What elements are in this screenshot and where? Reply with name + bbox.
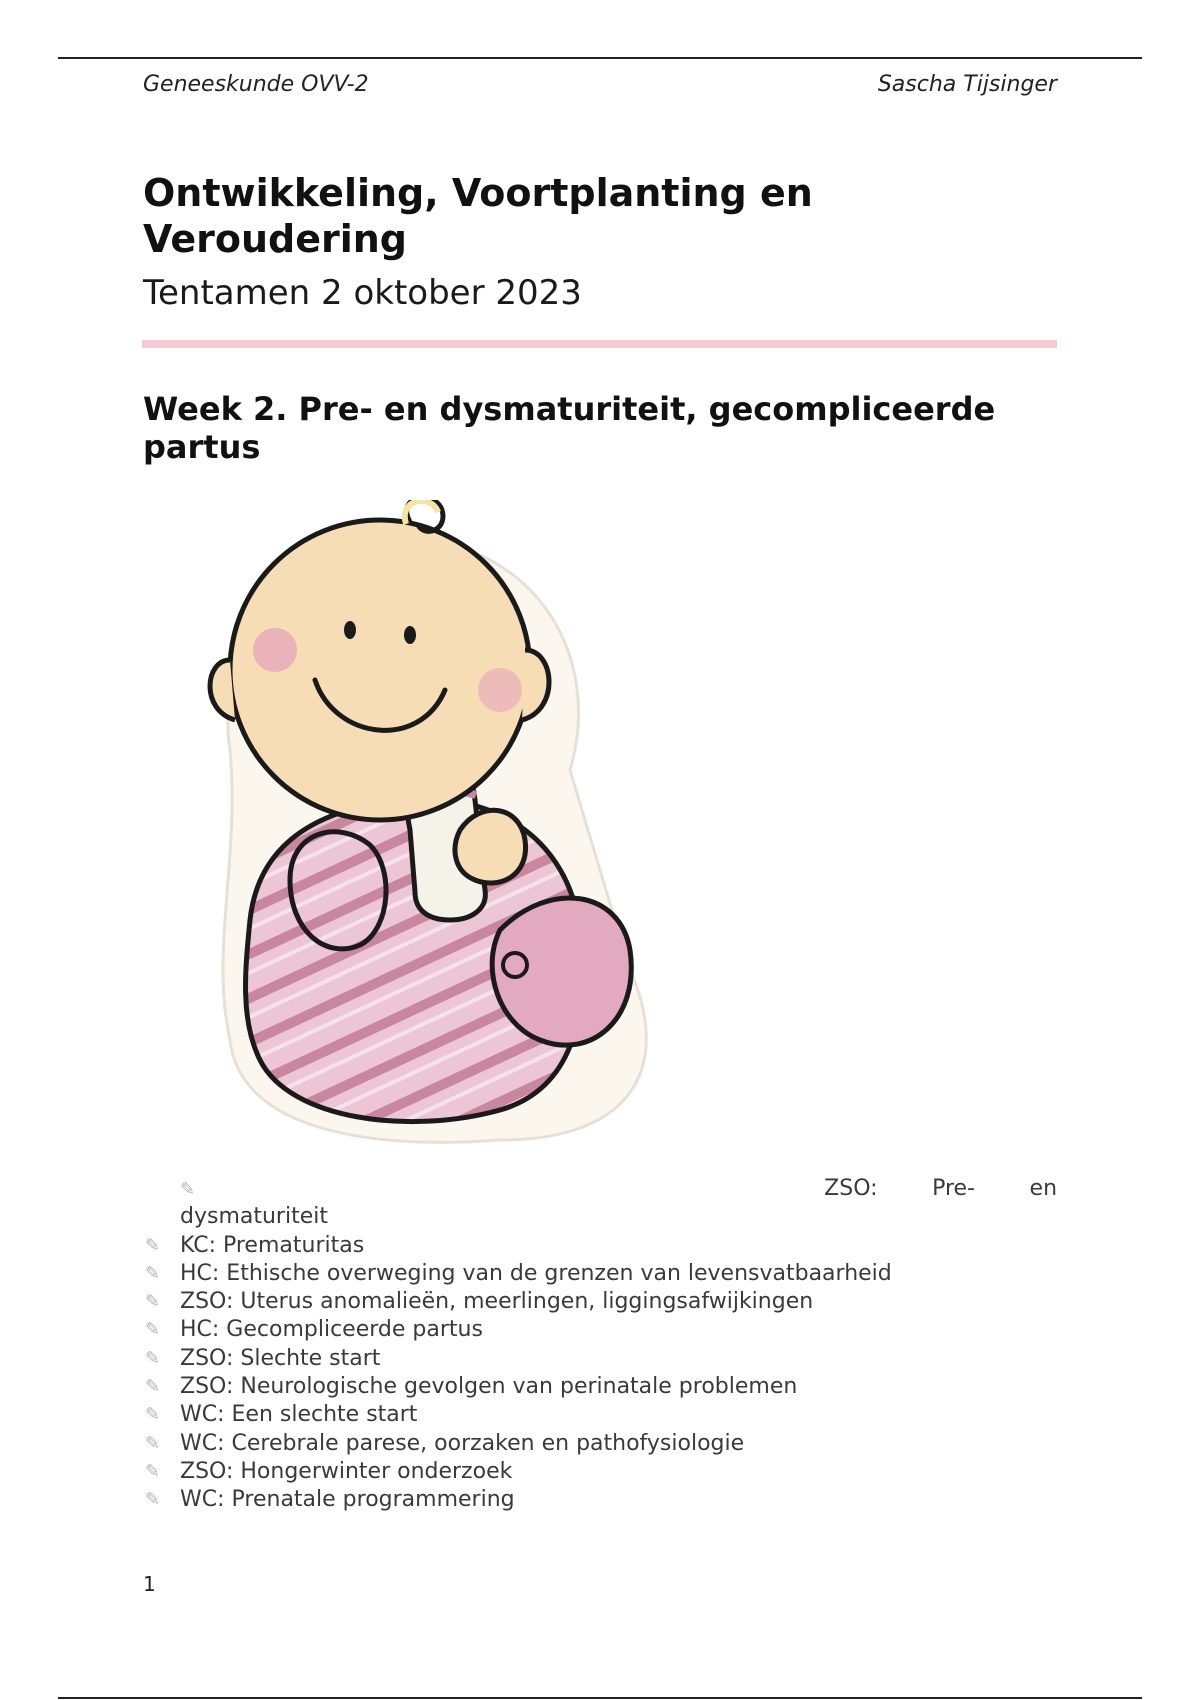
pushpin-icon: ✎ — [145, 1319, 161, 1341]
pushpin-icon: ✎ — [145, 1404, 161, 1426]
list-item-text: WC: Cerebrale parese, oorzaken en pathofysiologie — [180, 1430, 745, 1456]
first-item-part: en — [1029, 1176, 1058, 1201]
list-item — [145, 1486, 1057, 1514]
header-rule — [58, 57, 1142, 59]
list-item-text: ZSO: Slechte start — [180, 1345, 381, 1371]
pushpin-icon: ✎ — [180, 1179, 196, 1200]
pushpin-icon: ✎ — [145, 1432, 161, 1454]
document-title: Ontwikkeling, Voortplanting en Veroudering — [143, 171, 813, 261]
list-item — [145, 1316, 1057, 1344]
first-item-continuation — [145, 1203, 1057, 1231]
header-author: Sascha Tijsinger — [877, 72, 1057, 97]
topic-list-continued — [145, 1175, 1057, 1515]
list-item-text: WC: Prenatale programmering — [180, 1487, 515, 1513]
list-item-text: HC: Gecompliceerde partus — [180, 1317, 483, 1343]
document-subtitle: Tentamen 2 oktober 2023 — [143, 273, 582, 313]
page-number: 1 — [143, 1572, 156, 1596]
title-divider — [142, 340, 1057, 348]
pushpin-icon: ✎ — [145, 1460, 161, 1482]
list-item-text: HC: Ethische overweging van de grenzen van levensvatbaarheid — [180, 1260, 892, 1286]
pushpin-icon: ✎ — [145, 1291, 161, 1313]
pushpin-icon: ✎ — [145, 1262, 161, 1284]
list-item — [145, 1232, 1057, 1260]
list-item-text: KC: Prematuritas — [180, 1232, 365, 1258]
footer-rule — [58, 1697, 1142, 1699]
list-item-text: WC: Een slechte start — [180, 1402, 418, 1428]
list-item — [145, 1401, 1057, 1429]
pushpin-icon: ✎ — [145, 1347, 161, 1369]
list-item-text: ZSO: Uterus anomalieën, meerlingen, liggingsafwijkingen — [180, 1289, 814, 1315]
list-item — [145, 1288, 1057, 1316]
header-course: Geneeskunde OVV-2 — [143, 72, 369, 97]
first-item-part: dysmaturiteit — [180, 1204, 328, 1230]
list-item — [145, 1458, 1057, 1486]
pushpin-icon: ✎ — [145, 1376, 161, 1398]
baby-illustration — [170, 500, 690, 1150]
list-item — [145, 1430, 1057, 1458]
baby-with-bottle-icon — [170, 500, 690, 1150]
list-item — [145, 1345, 1057, 1373]
list-item-text: ZSO: Neurologische gevolgen van perinatale problemen — [180, 1374, 798, 1400]
list-item — [145, 1260, 1057, 1288]
first-item-part: Pre- — [932, 1176, 975, 1201]
first-item-part: ZSO: — [824, 1176, 878, 1201]
list-item — [145, 1373, 1057, 1401]
pushpin-icon: ✎ — [145, 1234, 161, 1256]
pushpin-icon: ✎ — [145, 1489, 161, 1511]
section-title: Week 2. Pre- en dysmaturiteit, gecompliceerde partus — [143, 390, 996, 466]
list-item-text: ZSO: Hongerwinter onderzoek — [180, 1458, 513, 1484]
